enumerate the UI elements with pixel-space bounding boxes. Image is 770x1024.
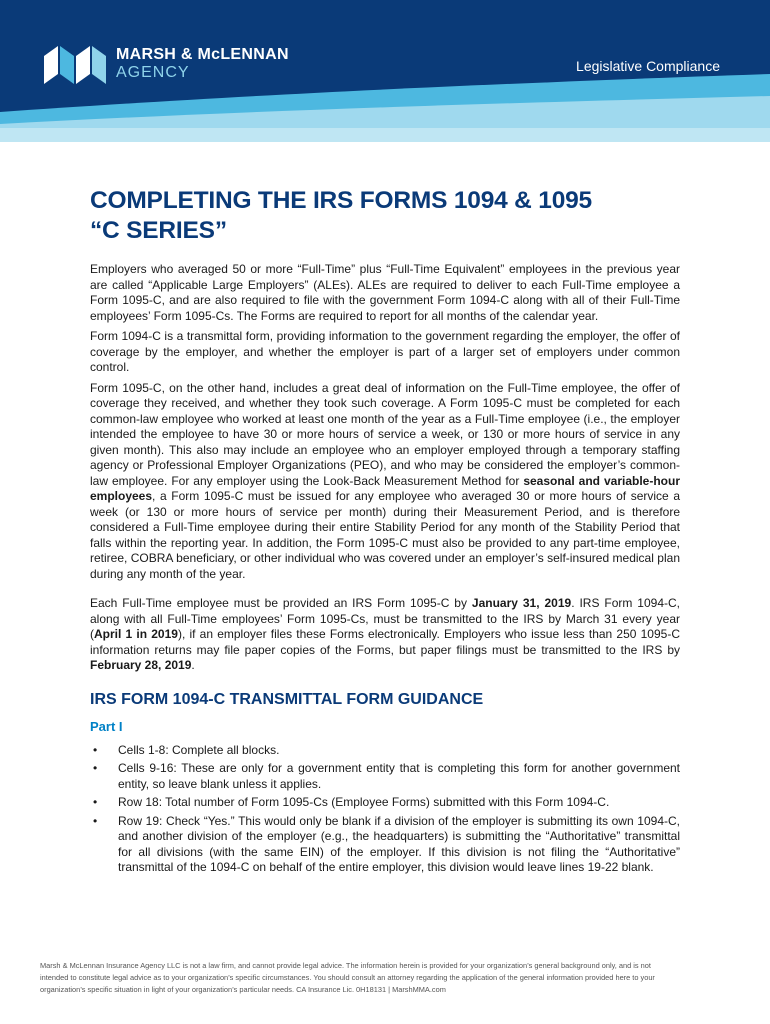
intro-paragraph-3: [90, 381, 680, 583]
section-label: Legislative Compliance: [576, 58, 720, 74]
list-item: [90, 761, 680, 792]
p4-date-2: April 1 in 2019: [94, 627, 178, 641]
bullet-icon: •: [93, 813, 98, 828]
brand-name: MARSH & McLENNAN: [116, 46, 289, 63]
subsection-heading: Part I: [90, 719, 123, 734]
legal-disclaimer: [40, 960, 740, 996]
p4-text-a: Each Full-Time employee must be provided an IRS Form 1095-C by: [90, 596, 472, 610]
marsh-mclennan-logo-icon: [44, 46, 108, 84]
list-item-text: Row 18: Total number of Form 1095-Cs (Employee Forms) submitted with this Form 1094-C.: [118, 795, 610, 809]
list-item: [90, 743, 680, 759]
bullet-icon: •: [93, 795, 98, 809]
intro-paragraph-2: Form 1094-C is a transmittal form, providing information to the government regarding the employer, the offer of coverage by the employer, and whether the employer is part of a larger set of employers under common control.: [90, 329, 680, 374]
list-item-text: Cells 1-8: Complete all blocks.: [118, 742, 280, 757]
list-item: [90, 814, 680, 876]
p3-bold: seasonal and variable-hour employees: [90, 473, 680, 503]
p4-text-d: ), if an employer files these Forms electronically. Employers who issue less than 250 1095-C information returns may file paper copies of the Forms, but paper filings must be transmitted to the IRS by: [90, 627, 680, 657]
disclaimer-line-2: intended to constitute legal advice as to your organization’s specific circumstances. You should consult an attorney regarding the application of the general information provided here to your: [40, 973, 655, 982]
p4-date-3: February 28, 2019: [90, 658, 192, 672]
list-item-text: Row 19: Check “Yes.” This would only be blank if a division of the employer is submitting its own 1094-C, and another division of the employer (e.g., the headquarters) is submitting the “Authoritative” transmittal for all divisions (with the same EIN) of the employer. If this division is not filing the “Authoritative” transmittal of the 1094-C on behalf of the entire employer, this division would leave lines 19-22 blank.: [118, 813, 680, 874]
brand-sub: AGENCY: [116, 64, 190, 81]
list-item-text: Cells 9-16: These are only for a government entity that is completing this form for another government entity, so leave blank unless it applies.: [118, 761, 680, 791]
disclaimer-line-3: organization’s specific situation in light of your organization’s particular needs. CA Insurance Lic. 0H18131 | MarshMMA.com: [40, 985, 446, 994]
page-title-line-1: COMPLETING THE IRS FORMS 1094 & 1095: [90, 187, 592, 214]
p4-date-1: January 31, 2019: [471, 596, 572, 610]
intro-paragraph-4: [90, 596, 680, 674]
p4-text-c: . IRS Form 1094-C, along with all Full-Time employees’ Form 1095-Cs, must be transmitted to the IRS by March 31 every year (: [90, 596, 680, 641]
p3-text-a: Form 1095-C, on the other hand, includes a great deal of information on the Full-Time employee, the offer of coverage they received, and whether they took such coverage. A Form 1095-C must be completed for each common-law employee who worked at least one month of the year as a Full-Time employee (i.e., the employer intended the employee to have 30 or more hours of service a week, or 130 or more hours of service in any given month). This also may include an employee who an employer employed through a temporary staffing agency or Professional Employer Organizations (PEO), and who may be considered the employer’s common-law employee. For any employer using the Look-Back Measurement Method for: [90, 380, 680, 488]
page-title-line-2: “C SERIES”: [90, 217, 227, 244]
p4-text-e: .: [191, 658, 195, 672]
page-title: [90, 186, 690, 246]
section-heading: IRS FORM 1094-C TRANSMITTAL FORM GUIDANCE: [90, 690, 484, 708]
p3-text-b: , a Form 1095-C must be issued for any employee who averaged 30 or more hours of service a week (or 130 or more hours of service per month) during their Measurement Period, and is therefore considered a Full-Time employee during their entire Stability Period for any month of the Stability Period that falls within the reporting year. In addition, the Form 1095-C must also be provided to any part-time employee, retiree, COBRA beneficiary, or other individual who was covered under an employer’s self-insured medical plan during any month of the year.: [90, 489, 680, 581]
document-body: [90, 262, 680, 879]
bullet-icon: •: [93, 761, 98, 775]
disclaimer-line-1: Marsh & McLennan Insurance Agency LLC is not a law firm, and cannot provide legal advice. The information herein is provided for your organization’s general background only, and is not: [40, 961, 651, 970]
brand-wordmark: [116, 47, 289, 81]
header-banner: [0, 0, 770, 142]
bullet-icon: •: [93, 742, 98, 757]
intro-paragraph-1: Employers who averaged 50 or more “Full-Time” plus “Full-Time Equivalent” employees in the previous year are called “Applicable Large Employers” (ALEs). ALEs are required to deliver to each Full-Time employee a Form 1095-C, and are also required to file with the government Form 1094-C along with all of their Full-Time employees’ Form 1095-Cs. The Forms are required to report for all months of the calendar year.: [90, 262, 680, 323]
list-item: [90, 795, 680, 811]
guidance-list: [90, 743, 680, 876]
